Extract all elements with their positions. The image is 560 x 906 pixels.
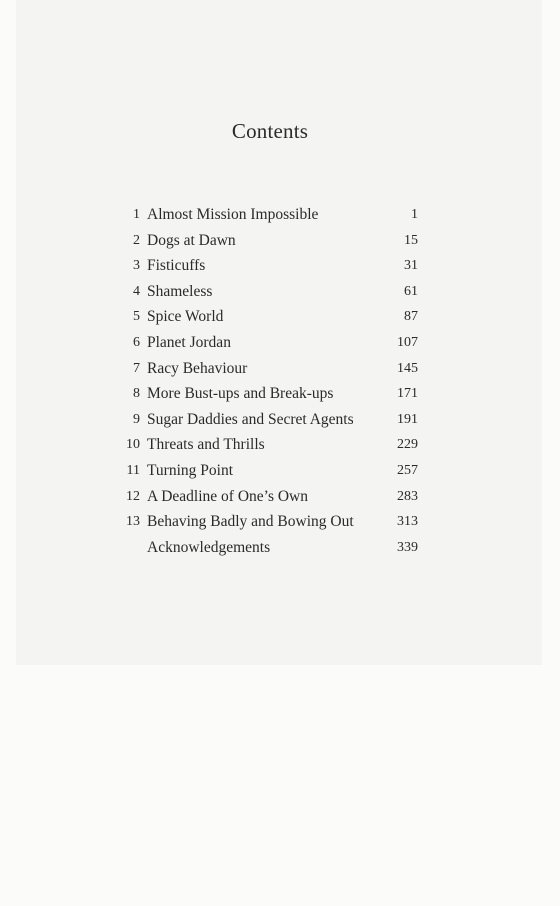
page-number: 339 — [397, 539, 418, 555]
chapter-number: 12 — [126, 488, 140, 504]
chapter-title: Dogs at Dawn — [147, 231, 236, 249]
chapter-title: Acknowledgements — [147, 538, 271, 556]
toc-entry — [100, 487, 418, 513]
chapter-number: 2 — [133, 232, 140, 248]
toc-entry — [100, 205, 418, 231]
chapter-number: 7 — [133, 360, 140, 376]
page-number: 31 — [404, 258, 418, 274]
toc-entry — [100, 435, 418, 461]
page-number: 61 — [404, 283, 418, 299]
page-number: 171 — [397, 386, 418, 402]
page-number: 229 — [397, 437, 418, 453]
chapter-number: 11 — [126, 462, 140, 478]
toc-entry — [100, 410, 418, 436]
page-number: 283 — [397, 488, 418, 504]
chapter-title: A Deadline of One’s Own — [147, 487, 308, 505]
page-number: 145 — [397, 360, 418, 376]
chapter-number: 3 — [133, 258, 140, 274]
page-number: 313 — [397, 514, 418, 530]
chapter-title: Fisticuffs — [147, 257, 206, 275]
chapter-number: 1 — [133, 207, 140, 222]
page-number: 87 — [404, 309, 418, 325]
chapter-number: 8 — [133, 386, 140, 402]
chapter-title: Shameless — [147, 282, 213, 300]
chapter-number: 6 — [133, 334, 140, 350]
table-of-contents — [100, 205, 418, 563]
toc-entry — [100, 231, 418, 257]
toc-entry — [100, 512, 418, 538]
toc-entry — [100, 256, 418, 282]
toc-entry — [100, 384, 418, 410]
chapter-title: Almost Mission Impossible — [147, 206, 319, 223]
page-number: 257 — [397, 462, 418, 478]
chapter-number: 9 — [133, 411, 140, 427]
chapter-number: 13 — [126, 514, 140, 530]
chapter-title: Behaving Badly and Bowing Out — [147, 513, 354, 531]
chapter-title: Planet Jordan — [147, 333, 231, 351]
chapter-title: Turning Point — [147, 461, 233, 479]
chapter-number: 5 — [133, 309, 140, 325]
page-number: 107 — [397, 334, 418, 350]
toc-entry — [100, 461, 418, 487]
chapter-title: Spice World — [147, 308, 224, 326]
toc-entry — [100, 538, 418, 564]
toc-entry — [100, 359, 418, 385]
chapter-title: More Bust-ups and Break-ups — [147, 385, 334, 403]
contents-heading: Contents — [231, 119, 309, 143]
toc-entry — [100, 307, 418, 333]
chapter-number: 10 — [126, 437, 140, 453]
page-number: 15 — [404, 232, 418, 248]
toc-entry — [100, 333, 418, 359]
toc-entry — [100, 282, 418, 308]
chapter-number: 4 — [133, 283, 140, 299]
chapter-title: Racy Behaviour — [147, 359, 248, 377]
page-number: 1 — [411, 207, 418, 222]
page-number: 191 — [397, 411, 418, 427]
chapter-title: Threats and Thrills — [147, 436, 265, 454]
chapter-title: Sugar Daddies and Secret Agents — [147, 410, 354, 428]
